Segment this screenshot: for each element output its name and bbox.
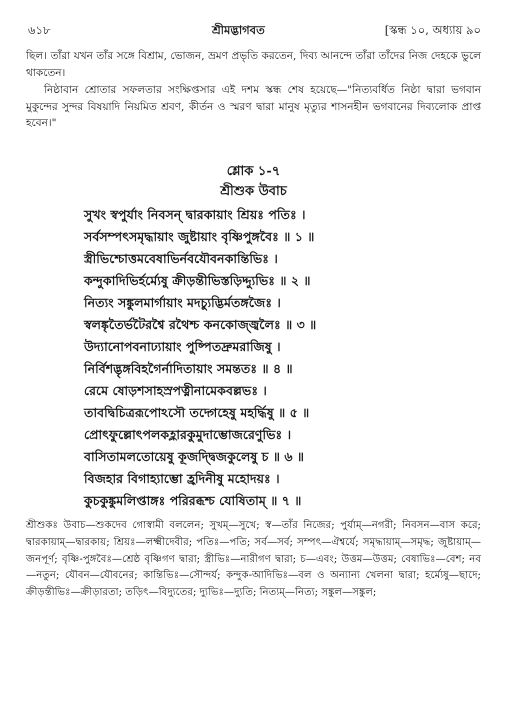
verse-block [84, 204, 484, 512]
shloka-heading: শ্লোক ১-৭ [226, 164, 281, 179]
verse-line: তাবদ্বিচিত্ররূপোঽসৌ তদ্গেহেষু মহর্দ্ধিষু ॥ ৫ ॥ [84, 405, 310, 420]
verse-line: নিত্যং সঙ্কুলমার্গায়াং মদচ্যুদ্ভির্মতঙ্গজৈঃ । [84, 295, 281, 310]
word-synonyms: শ্রীশুকঃ উবাচ—শুকদেব গোস্বামী বললেন; সুখম্—সুখে; স্ব—তাঁর নিজের; পুর্যাম্—নগরী; নিবসন—বাস করে; দ্বারকায়াম্—দ্বারকায়; শ্রিয়ঃ—লক্ষ্মীদেবীর; পতিঃ—পতি; সর্ব—সর্ব; সম্পৎ—ঐশ্বর্যে; সমৃদ্ধায়াম্—সমৃদ্ধ; জুষ্টায়াম্—জনপূর্ণ; বৃষ্ণি-পুঙ্গবৈঃ—শ্রেষ্ঠ বৃষ্ণিগণ দ্বারা; স্ত্রীভিঃ—নারীগণ দ্বারা; চ—এবং; উত্তম—উত্তম; বেষাভিঃ—বেশ; নব—নতুন; যৌবন—যৌবনের; কান্তিভিঃ—সৌন্দর্য; কন্দুক-আদিভিঃ—বল ও অন্যান্য খেলনা দ্বারা; হর্ম্যেষু—ছাদে; ক্রীড়ন্তীভিঃ—ক্রীড়ারতা; তড়িৎ—বিদ্যুতের; দ্যুভিঃ—দ্যুতি; নিত্যম্—নিত্য; সঙ্কুল—সঙ্কুল; [26, 520, 481, 599]
verse-line: প্রোৎফুল্লোৎপলকহ্লারকুমুদাম্ভোজরেণুভিঃ । [84, 427, 292, 442]
section-reference: [স্কন্ধ ১০, অধ্যায় ৯০ [384, 23, 481, 37]
verse-line: নির্বিশদ্ভৃঙ্গবিহগৈর্নাদিতায়াং সমন্ততঃ ॥ ৪ ॥ [84, 361, 293, 376]
verse-line: স্ত্রীভিশ্চোত্তমবেষাভির্নবযৌবনকান্তিভিঃ । [84, 251, 278, 266]
verse-line: স্বলঙ্কৃতৈর্ভটৈরশ্বৈ রথৈশ্চ কনকোজ্জ্বলৈঃ ॥ ৩ ॥ [84, 317, 317, 332]
verse-line: কুচকুঙ্কুমলিপ্তাঙ্গঃ পরিরব্ধশ্চ যোষিতাম্ ॥ ৭ ॥ [84, 493, 302, 508]
verse-line: কন্দুকাদিভির্হর্ম্যেষু ক্রীড়ন্তীভিস্তড়িদ্দ্যুভিঃ ॥ ২ ॥ [84, 273, 311, 288]
running-header [26, 22, 481, 42]
intro-paragraph-2: নিষ্ঠাবান শ্রোতার সফলতার সংক্ষিপ্তসার এই দশম স্কন্ধ শেষ হয়েছে—"নিত্যবর্ধিত নিষ্ঠা দ্বারা ভগবান মুকুন্দের সুন্দর বিষয়াদি নিয়মিত শ্রবণ, কীর্তন ও স্মরণ দ্বারা মানুষ মৃত্যুর শাসনহীন ভগবানের দিব্যলোক প্রাপ্ত হবেন।" [26, 84, 481, 129]
verse-line: সর্বসম্পৎসমৃদ্ধায়াং জুষ্টায়াং বৃষ্ণিপুঙ্গবৈঃ ॥ ১ ॥ [84, 229, 315, 244]
intro-paragraph-1: ছিল। তাঁরা যখন তাঁর সঙ্গে বিশ্রাম, ভোজন, ভ্রমণ প্রভৃতি করতেন, দিব্য আনন্দে তাঁরা তাঁদের নিজ দেহকে ভুলে থাকতেন। [26, 50, 481, 79]
verse-line: বাসিতামলতোয়েষু কূজদ্দ্বিজকুলেষু চ ॥ ৬ ॥ [84, 449, 305, 464]
verse-line: উদ্যানোপবনাঢ্যায়াং পুষ্পিতদ্রুমরাজিষু । [84, 339, 281, 354]
verse-line: সুখং স্বপুর্যাং নিবসন্ দ্বারকায়াং শ্রিয়ঃ পতিঃ । [84, 207, 306, 222]
book-page [26, 8, 481, 693]
verse-line: বিজহার বিগাহ্যাম্ভো হ্রদিনীষু মহোদয়ঃ । [84, 471, 280, 486]
page-number: ৬১৮ [28, 23, 51, 37]
speaker-line: শ্রীশুক উবাচ [220, 184, 287, 199]
book-title: শ্রীমদ্ভাগবত [212, 23, 265, 37]
verse-line: রেমে ষোড়শসাহস্রপত্নীনামেকবল্লভঃ । [84, 383, 267, 398]
